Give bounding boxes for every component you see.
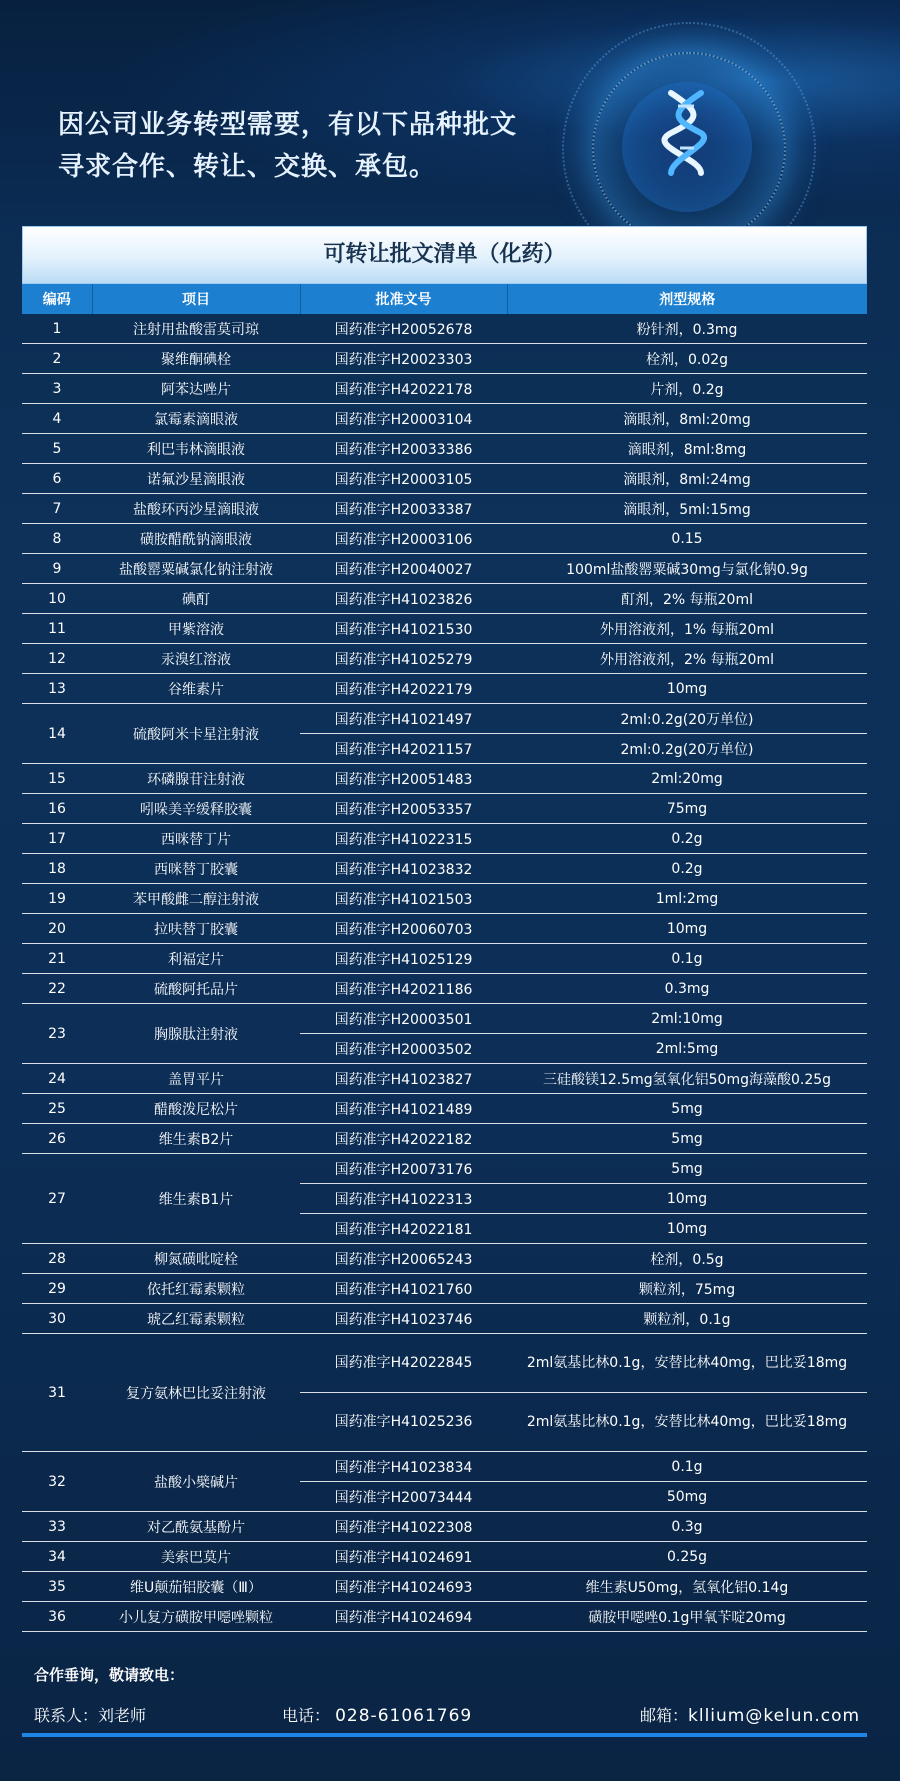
- table-row: [22, 404, 867, 434]
- cell-item: 胸腺肽注射液: [92, 1004, 300, 1064]
- table-row: [22, 884, 867, 914]
- cell-approval-no: 国药准字H41022308: [300, 1512, 507, 1542]
- table-row: [22, 1452, 867, 1482]
- cell-code: 34: [22, 1542, 92, 1572]
- cell-approval-no: 国药准字H20065243: [300, 1244, 507, 1274]
- cell-code: 12: [22, 644, 92, 674]
- cell-item: 环磷腺苷注射液: [92, 764, 300, 794]
- cell-item: 维生素B1片: [92, 1154, 300, 1244]
- table-row: [22, 944, 867, 974]
- headline: [58, 104, 578, 188]
- cell-spec: 2ml:0.2g(20万单位): [507, 704, 867, 734]
- cell-spec: 滴眼剂，5ml:15mg: [507, 494, 867, 524]
- hero-banner: [0, 0, 900, 230]
- cell-spec: 5mg: [507, 1124, 867, 1154]
- cell-approval-no: 国药准字H41024694: [300, 1602, 507, 1632]
- email-address[interactable]: kllium@kelun.com: [688, 1706, 861, 1726]
- cell-approval-no: 国药准字H20003105: [300, 464, 507, 494]
- cell-approval-no: 国药准字H41021530: [300, 614, 507, 644]
- cell-spec: 0.1g: [507, 1452, 867, 1482]
- cell-approval-no: 国药准字H20051483: [300, 764, 507, 794]
- cell-item: 注射用盐酸雷莫司琼: [92, 314, 300, 344]
- table-body: [22, 314, 867, 1632]
- cell-item: 对乙酰氨基酚片: [92, 1512, 300, 1542]
- cell-code: 29: [22, 1274, 92, 1304]
- cell-code: 28: [22, 1244, 92, 1274]
- cell-item: 盐酸罂粟碱氯化钠注射液: [92, 554, 300, 584]
- table-row: [22, 584, 867, 614]
- cell-approval-no: 国药准字H42022178: [300, 374, 507, 404]
- cell-code: 19: [22, 884, 92, 914]
- cell-approval-no: 国药准字H41023826: [300, 584, 507, 614]
- phone-number[interactable]: 028-61061769: [335, 1706, 473, 1726]
- cell-spec: 粉针剂，0.3mg: [507, 314, 867, 344]
- table-row: [22, 1602, 867, 1632]
- table-row: [22, 914, 867, 944]
- cell-code: 26: [22, 1124, 92, 1154]
- cell-item: 盖胃平片: [92, 1064, 300, 1094]
- table-row: [22, 1334, 867, 1393]
- bottom-accent-bar: [22, 1733, 867, 1737]
- table-row: [22, 614, 867, 644]
- cell-approval-no: 国药准字H20003501: [300, 1004, 507, 1034]
- cell-approval-no: 国药准字H42022182: [300, 1124, 507, 1154]
- cell-spec: 酊剂，2% 每瓶20ml: [507, 584, 867, 614]
- cell-code: 11: [22, 614, 92, 644]
- cell-code: 14: [22, 704, 92, 764]
- cell-approval-no: 国药准字H42021157: [300, 734, 507, 764]
- cell-spec: 外用溶液剂，2% 每瓶20ml: [507, 644, 867, 674]
- cell-code: 30: [22, 1304, 92, 1334]
- cell-spec: 维生素U50mg，氢氧化铝0.14g: [507, 1572, 867, 1602]
- cell-item: 汞溴红溶液: [92, 644, 300, 674]
- table-row: [22, 314, 867, 344]
- table-row: [22, 854, 867, 884]
- cell-code: 15: [22, 764, 92, 794]
- cell-approval-no: 国药准字H41023746: [300, 1304, 507, 1334]
- table-row: [22, 494, 867, 524]
- cell-spec: 0.2g: [507, 824, 867, 854]
- cell-code: 25: [22, 1094, 92, 1124]
- cell-code: 8: [22, 524, 92, 554]
- cell-approval-no: 国药准字H41021760: [300, 1274, 507, 1304]
- table-row: [22, 704, 867, 734]
- approval-list-card: [22, 226, 867, 1632]
- cell-spec: 0.2g: [507, 854, 867, 884]
- cell-code: 6: [22, 464, 92, 494]
- cell-spec: 50mg: [507, 1482, 867, 1512]
- table-row: [22, 1064, 867, 1094]
- cell-spec: 2ml:0.2g(20万单位): [507, 734, 867, 764]
- cell-code: 2: [22, 344, 92, 374]
- cell-approval-no: 国药准字H20053357: [300, 794, 507, 824]
- table-row: [22, 1512, 867, 1542]
- table-header-row: [22, 284, 867, 314]
- cell-approval-no: 国药准字H41024693: [300, 1572, 507, 1602]
- cell-spec: 2ml:5mg: [507, 1034, 867, 1064]
- table-row: [22, 1542, 867, 1572]
- cell-spec: 1ml:2mg: [507, 884, 867, 914]
- cell-item: 甲紫溶液: [92, 614, 300, 644]
- cell-item: 盐酸环丙沙星滴眼液: [92, 494, 300, 524]
- table-row: [22, 764, 867, 794]
- cell-approval-no: 国药准字H41021497: [300, 704, 507, 734]
- table-title: 可转让批文清单（化药）: [22, 226, 867, 284]
- cell-code: 33: [22, 1512, 92, 1542]
- cell-code: 24: [22, 1064, 92, 1094]
- table-row: [22, 674, 867, 704]
- cell-spec: 10mg: [507, 1184, 867, 1214]
- table-row: [22, 554, 867, 584]
- cell-spec: 滴眼剂，8ml:24mg: [507, 464, 867, 494]
- table-row: [22, 344, 867, 374]
- cell-item: 美索巴莫片: [92, 1542, 300, 1572]
- cell-code: 22: [22, 974, 92, 1004]
- table-row: [22, 1124, 867, 1154]
- cell-spec: 栓剂，0.5g: [507, 1244, 867, 1274]
- cell-spec: 颗粒剂，0.1g: [507, 1304, 867, 1334]
- cell-spec: 5mg: [507, 1154, 867, 1184]
- cell-spec: 片剂，0.2g: [507, 374, 867, 404]
- cell-spec: 2ml氨基比林0.1g，安替比林40mg，巴比妥18mg: [507, 1393, 867, 1452]
- cell-item: 琥乙红霉素颗粒: [92, 1304, 300, 1334]
- table-row: [22, 1304, 867, 1334]
- cell-spec: 栓剂，0.02g: [507, 344, 867, 374]
- cell-code: 9: [22, 554, 92, 584]
- cell-approval-no: 国药准字H20033386: [300, 434, 507, 464]
- cell-approval-no: 国药准字H20040027: [300, 554, 507, 584]
- cell-spec: 0.3mg: [507, 974, 867, 1004]
- cell-spec: 75mg: [507, 794, 867, 824]
- cell-approval-no: 国药准字H41025279: [300, 644, 507, 674]
- headline-line-1: 因公司业务转型需要，有以下品种批文: [58, 110, 518, 140]
- cell-item: 阿苯达唑片: [92, 374, 300, 404]
- cell-item: 吲哚美辛缓释胶囊: [92, 794, 300, 824]
- cell-approval-no: 国药准字H20060703: [300, 914, 507, 944]
- approval-table: [22, 284, 867, 1632]
- cell-code: 35: [22, 1572, 92, 1602]
- cell-item: 硫酸阿托品片: [92, 974, 300, 1004]
- cell-item: 柳氮磺吡啶栓: [92, 1244, 300, 1274]
- cell-spec: 0.25g: [507, 1542, 867, 1572]
- cell-approval-no: 国药准字H20003502: [300, 1034, 507, 1064]
- table-row: [22, 524, 867, 554]
- cell-code: 4: [22, 404, 92, 434]
- cell-approval-no: 国药准字H42021186: [300, 974, 507, 1004]
- cell-approval-no: 国药准字H41021489: [300, 1094, 507, 1124]
- cell-item: 拉呋替丁胶囊: [92, 914, 300, 944]
- cell-spec: 2ml氨基比林0.1g，安替比林40mg，巴比妥18mg: [507, 1334, 867, 1393]
- cell-approval-no: 国药准字H41023834: [300, 1452, 507, 1482]
- cell-approval-no: 国药准字H42022179: [300, 674, 507, 704]
- cell-approval-no: 国药准字H20052678: [300, 314, 507, 344]
- cell-approval-no: 国药准字H20003106: [300, 524, 507, 554]
- cell-approval-no: 国药准字H41022315: [300, 824, 507, 854]
- cell-spec: 10mg: [507, 674, 867, 704]
- cell-spec: 颗粒剂，75mg: [507, 1274, 867, 1304]
- cell-approval-no: 国药准字H41025236: [300, 1393, 507, 1452]
- cell-item: 聚维酮碘栓: [92, 344, 300, 374]
- cell-spec: 滴眼剂，8ml:20mg: [507, 404, 867, 434]
- cell-item: 维U颠茄铝胶囊（Ⅲ）: [92, 1572, 300, 1602]
- cell-approval-no: 国药准字H20033387: [300, 494, 507, 524]
- cell-approval-no: 国药准字H20023303: [300, 344, 507, 374]
- cell-approval-no: 国药准字H41022313: [300, 1184, 507, 1214]
- cell-item: 硫酸阿米卡星注射液: [92, 704, 300, 764]
- cell-item: 依托红霉素颗粒: [92, 1274, 300, 1304]
- header-spec: 剂型规格: [507, 284, 867, 314]
- cell-code: 32: [22, 1452, 92, 1512]
- cell-spec: 0.1g: [507, 944, 867, 974]
- cell-code: 31: [22, 1334, 92, 1452]
- table-row: [22, 824, 867, 854]
- cell-spec: 10mg: [507, 914, 867, 944]
- contact-email: [640, 1703, 860, 1726]
- cell-item: 碘酊: [92, 584, 300, 614]
- cell-code: 27: [22, 1154, 92, 1244]
- contact-label: 联系人：: [34, 1706, 99, 1725]
- cell-code: 5: [22, 434, 92, 464]
- cell-approval-no: 国药准字H20003104: [300, 404, 507, 434]
- cell-approval-no: 国药准字H41024691: [300, 1542, 507, 1572]
- cell-code: 13: [22, 674, 92, 704]
- cell-item: 磺胺醋酰钠滴眼液: [92, 524, 300, 554]
- cell-approval-no: 国药准字H41025129: [300, 944, 507, 974]
- cell-item: 诺氟沙星滴眼液: [92, 464, 300, 494]
- contact-person: [34, 1703, 146, 1726]
- table-row: [22, 1154, 867, 1184]
- cell-spec: 三硅酸镁12.5mg氢氧化铝50mg海藻酸0.25g: [507, 1064, 867, 1094]
- cell-item: 盐酸小檗碱片: [92, 1452, 300, 1512]
- cell-item: 醋酸泼尼松片: [92, 1094, 300, 1124]
- cell-approval-no: 国药准字H42022181: [300, 1214, 507, 1244]
- cell-approval-no: 国药准字H42022845: [300, 1334, 507, 1393]
- cell-approval-no: 国药准字H41023827: [300, 1064, 507, 1094]
- table-row: [22, 644, 867, 674]
- cell-approval-no: 国药准字H41023832: [300, 854, 507, 884]
- contact-cta: 合作垂询，敬请致电：: [34, 1666, 185, 1684]
- dna-icon: [656, 88, 716, 178]
- cell-item: 复方氨林巴比妥注射液: [92, 1334, 300, 1452]
- phone-label: 电话：: [282, 1706, 331, 1725]
- cell-spec: 0.3g: [507, 1512, 867, 1542]
- cell-code: 20: [22, 914, 92, 944]
- cell-item: 谷维素片: [92, 674, 300, 704]
- cell-code: 36: [22, 1602, 92, 1632]
- cell-spec: 外用溶液剂，1% 每瓶20ml: [507, 614, 867, 644]
- cell-spec: 2ml:20mg: [507, 764, 867, 794]
- table-row: [22, 374, 867, 404]
- cell-spec: 100ml盐酸罂粟碱30mg与氯化钠0.9g: [507, 554, 867, 584]
- table-row: [22, 1572, 867, 1602]
- header-item: 项目: [92, 284, 300, 314]
- table-row: [22, 1094, 867, 1124]
- cell-code: 23: [22, 1004, 92, 1064]
- cell-code: 17: [22, 824, 92, 854]
- table-row: [22, 464, 867, 494]
- cell-item: 西咪替丁片: [92, 824, 300, 854]
- cell-code: 18: [22, 854, 92, 884]
- table-row: [22, 974, 867, 1004]
- cell-spec: 滴眼剂，8ml:8mg: [507, 434, 867, 464]
- cell-item: 氯霉素滴眼液: [92, 404, 300, 434]
- cell-code: 3: [22, 374, 92, 404]
- cell-spec: 2ml:10mg: [507, 1004, 867, 1034]
- cell-item: 利福定片: [92, 944, 300, 974]
- cell-item: 利巴韦林滴眼液: [92, 434, 300, 464]
- cell-item: 小儿复方磺胺甲噁唑颗粒: [92, 1602, 300, 1632]
- contact-phone: [282, 1703, 472, 1726]
- table-row: [22, 434, 867, 464]
- cell-code: 21: [22, 944, 92, 974]
- header-code: 编码: [22, 284, 92, 314]
- cell-approval-no: 国药准字H20073176: [300, 1154, 507, 1184]
- cell-item: 维生素B2片: [92, 1124, 300, 1154]
- headline-line-2: 寻求合作、转让、交换、承包。: [58, 152, 437, 182]
- cell-spec: 磺胺甲噁唑0.1g甲氧苄啶20mg: [507, 1602, 867, 1632]
- table-row: [22, 1274, 867, 1304]
- cell-spec: 0.15: [507, 524, 867, 554]
- table-row: [22, 794, 867, 824]
- cell-code: 10: [22, 584, 92, 614]
- email-label: 邮箱：: [640, 1706, 689, 1725]
- cell-item: 西咪替丁胶囊: [92, 854, 300, 884]
- cell-spec: 10mg: [507, 1214, 867, 1244]
- cell-approval-no: 国药准字H41021503: [300, 884, 507, 914]
- header-approval-no: 批准文号: [300, 284, 507, 314]
- cell-approval-no: 国药准字H20073444: [300, 1482, 507, 1512]
- contact-name: 刘老师: [98, 1706, 147, 1725]
- table-row: [22, 1244, 867, 1274]
- table-row: [22, 1004, 867, 1034]
- cell-code: 1: [22, 314, 92, 344]
- cell-code: 7: [22, 494, 92, 524]
- cell-code: 16: [22, 794, 92, 824]
- cell-item: 苯甲酸雌二醇注射液: [92, 884, 300, 914]
- cell-spec: 5mg: [507, 1094, 867, 1124]
